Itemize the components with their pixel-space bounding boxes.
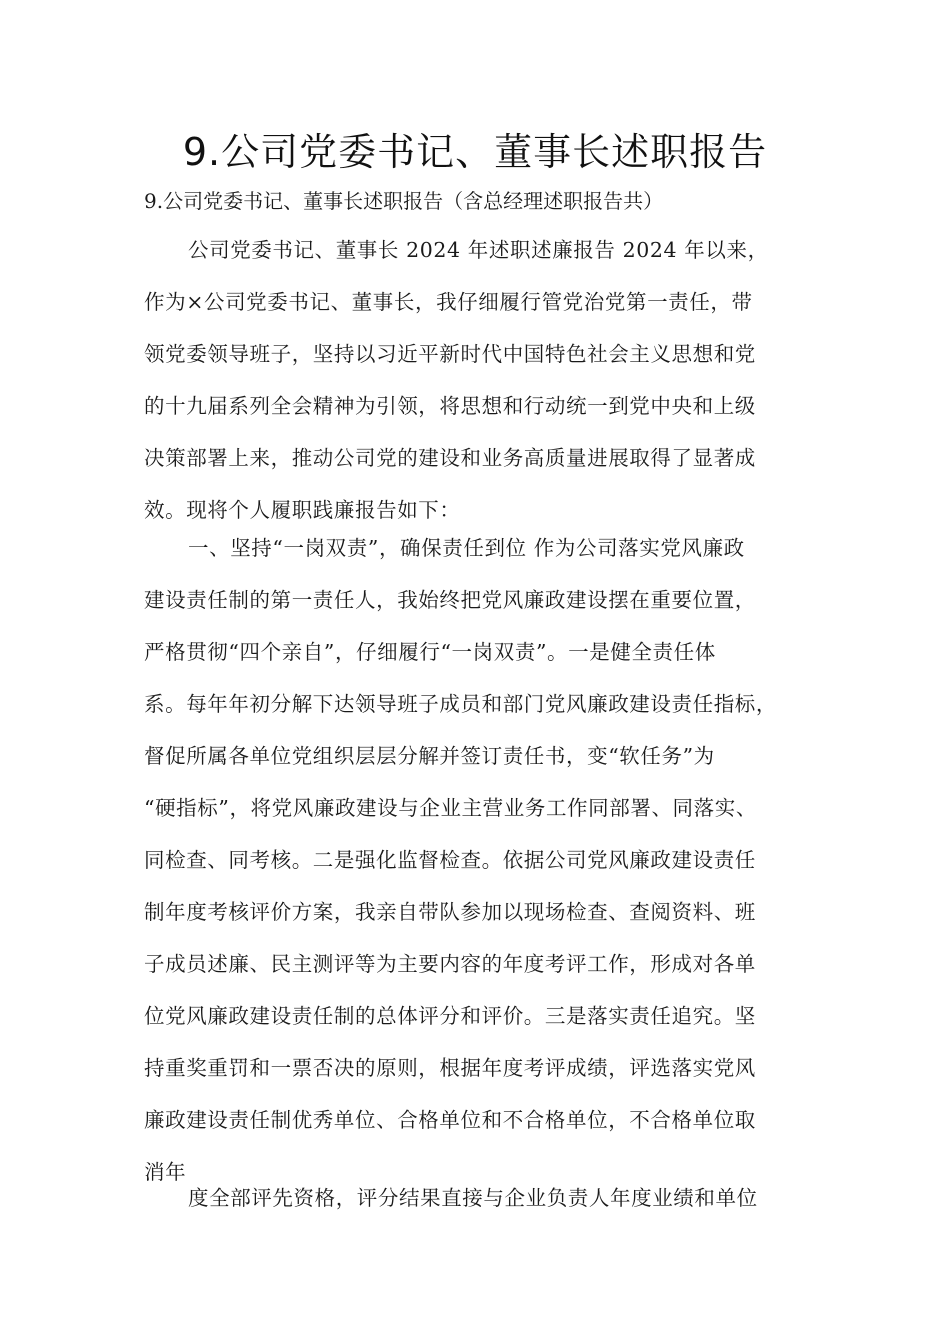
paragraph-line: 子成员述廉、民主测评等为主要内容的年度考评工作，形成对各单	[144, 952, 756, 976]
paragraph-line: 作为×公司党委书记、董事长，我仔细履行管党治党第一责任，带	[144, 290, 753, 314]
paragraph-line: 领党委领导班子，坚持以习近平新时代中国特色社会主义思想和党	[144, 342, 756, 366]
paragraph-line: 消年	[144, 1160, 187, 1184]
paragraph-line: 的十九届系列全会精神为引领，将思想和行动统一到党中央和上级	[144, 394, 756, 418]
document-subtitle: 9.公司党委书记、董事长述职报告（含总经理述职报告共）	[144, 189, 664, 213]
paragraph-line: 持重奖重罚和一票否决的原则，根据年度考评成绩，评选落实党风	[144, 1056, 756, 1080]
document-title: 9.公司党委书记、董事长述职报告	[182, 130, 768, 174]
paragraph-line: 廉政建设责任制优秀单位、合格单位和不合格单位，不合格单位取	[144, 1108, 756, 1132]
paragraph-continuation	[144, 1172, 758, 1224]
paragraph-line: 公司党委书记、董事长 2024 年述职述廉报告 2024 年以来，	[188, 238, 769, 262]
paragraph-line: 度全部评先资格，评分结果直接与企业负责人年度业绩和单位	[188, 1186, 758, 1210]
paragraph-line: 位党风廉政建设责任制的总体评分和评价。三是落实责任追究。坚	[144, 1004, 756, 1028]
paragraph-line: 制年度考核评价方案，我亲自带队参加以现场检查、查阅资料、班	[144, 900, 756, 924]
paragraph-line: 严格贯彻“四个亲自”，仔细履行“一岗双责”。一是健全责任体	[144, 640, 716, 664]
paragraph-line: 决策部署上来，推动公司党的建设和业务高质量进展取得了显著成	[144, 446, 756, 470]
paragraph-line: 同检查、同考核。二是强化监督检查。依据公司党风廉政建设责任	[144, 848, 756, 872]
paragraph-intro	[144, 224, 769, 536]
paragraph-line: “硬指标”，将党风廉政建设与企业主营业务工作同部署、同落实、	[144, 796, 757, 820]
paragraph-line: 一、坚持“一岗双责”，确保责任到位 作为公司落实党风廉政	[188, 536, 745, 560]
paragraph-line: 督促所属各单位党组织层层分解并签订责任书，变“软任务”为	[144, 744, 715, 768]
paragraph-section-one	[144, 522, 777, 1198]
paragraph-line: 效。现将个人履职践廉报告如下：	[144, 498, 461, 522]
paragraph-line: 系。每年年初分解下达领导班子成员和部门党风廉政建设责任指标，	[144, 692, 777, 716]
paragraph-line: 建设责任制的第一责任人，我始终把党风廉政建设摆在重要位置，	[144, 588, 756, 612]
